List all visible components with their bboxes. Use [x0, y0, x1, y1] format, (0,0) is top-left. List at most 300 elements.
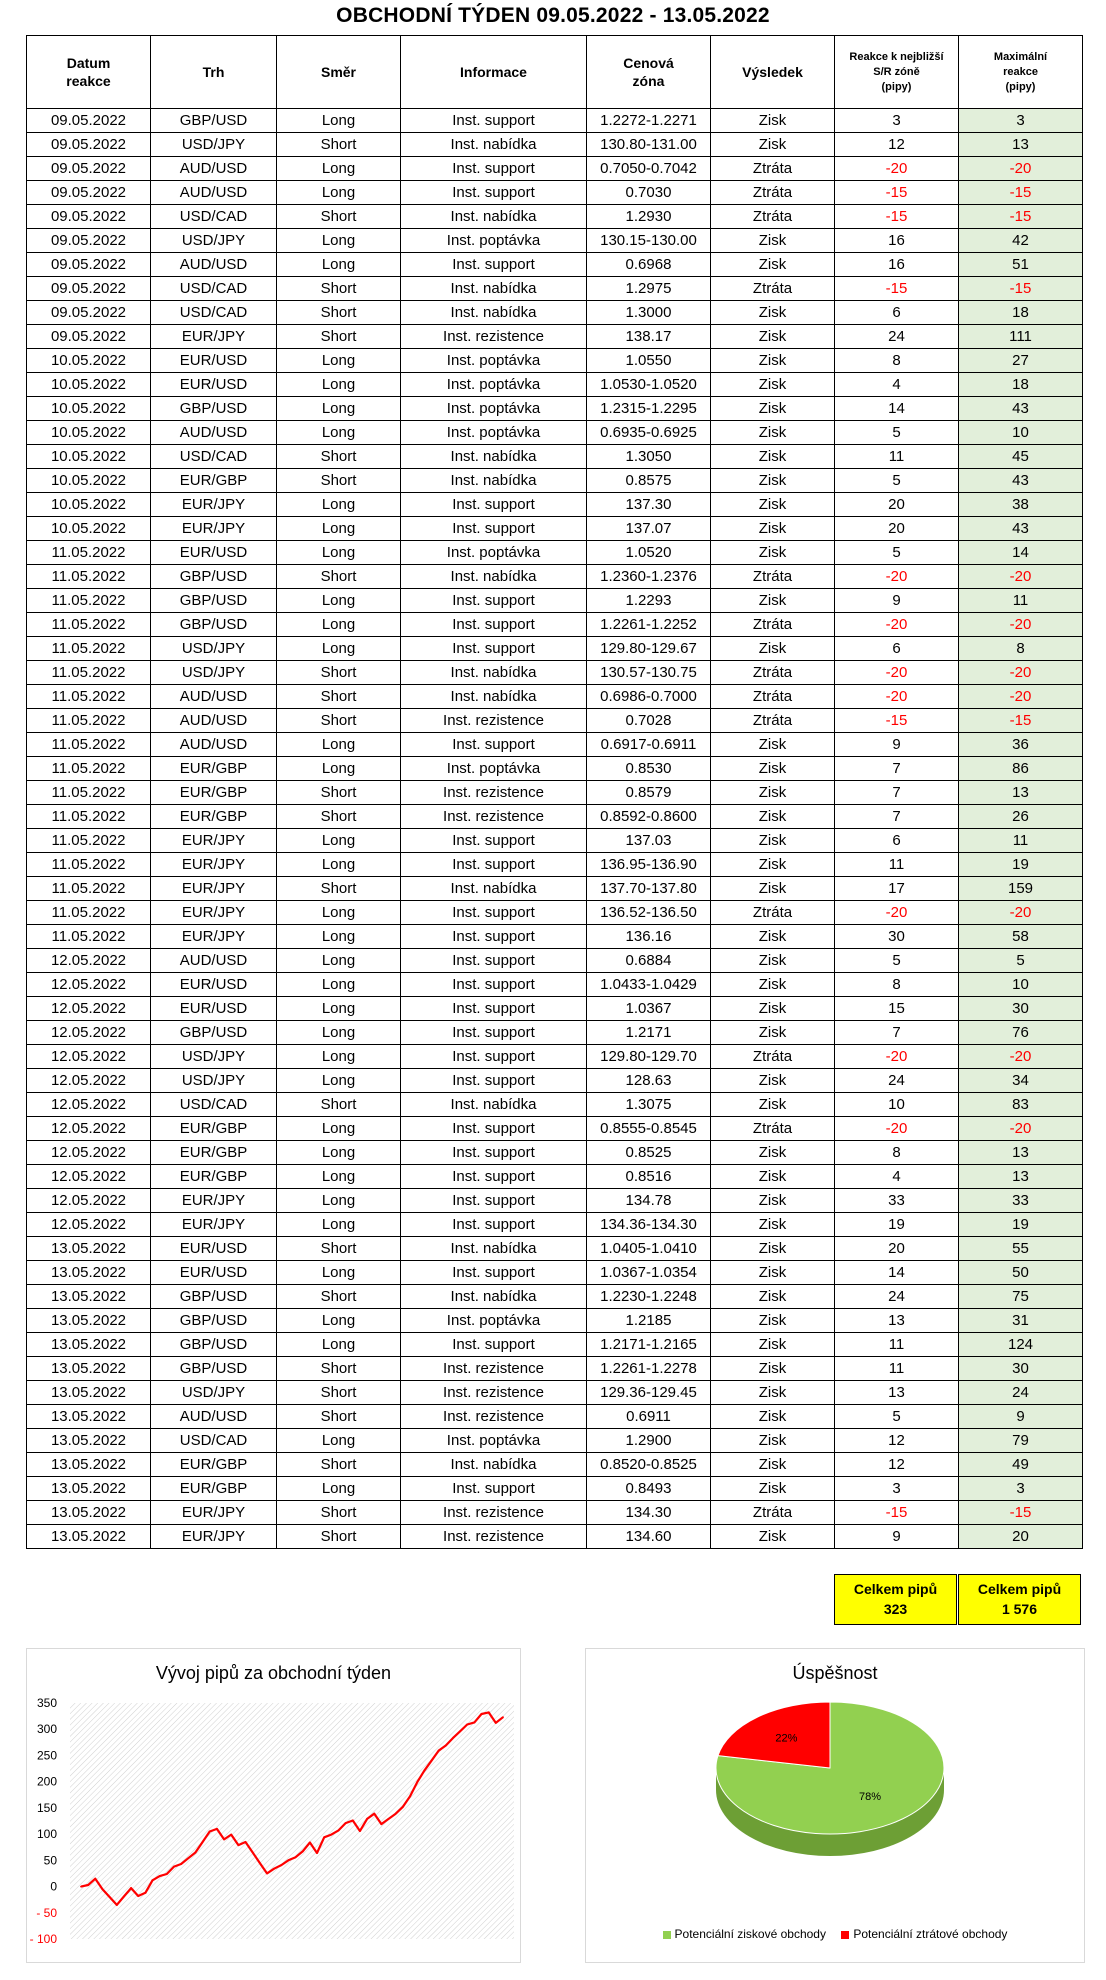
header-reakce — [835, 36, 959, 109]
price-zone-cell: 0.6986-0.7000 — [587, 685, 711, 709]
result-cell: Zisk — [711, 541, 835, 565]
info-cell: Inst. poptávka — [401, 229, 587, 253]
y-tick-label: 100 — [36, 1827, 57, 1842]
result-cell: Zisk — [711, 1189, 835, 1213]
total-max-pips-value: 1 576 — [1001, 1601, 1038, 1617]
table-row — [27, 709, 1083, 733]
reaction-cell: 6 — [835, 829, 959, 853]
market-cell: EUR/JPY — [151, 829, 277, 853]
market-cell: GBP/USD — [151, 397, 277, 421]
table-row — [27, 229, 1083, 253]
direction-cell: Long — [277, 997, 401, 1021]
market-cell: EUR/JPY — [151, 1525, 277, 1549]
table-row — [27, 685, 1083, 709]
result-cell: Zisk — [711, 1477, 835, 1501]
reaction-cell: -15 — [835, 205, 959, 229]
result-cell: Zisk — [711, 997, 835, 1021]
price-zone-cell: 137.03 — [587, 829, 711, 853]
info-cell: Inst. support — [401, 109, 587, 133]
date-cell: 12.05.2022 — [27, 1021, 151, 1045]
line-point — [137, 1895, 139, 1897]
price-zone-cell: 130.15-130.00 — [587, 229, 711, 253]
result-cell: Zisk — [711, 253, 835, 277]
result-cell: Zisk — [711, 1261, 835, 1285]
info-cell: Inst. nabídka — [401, 685, 587, 709]
market-cell: GBP/USD — [151, 1285, 277, 1309]
price-zone-cell: 129.80-129.70 — [587, 1045, 711, 1069]
result-cell: Zisk — [711, 589, 835, 613]
table-row — [27, 1381, 1083, 1405]
date-cell: 11.05.2022 — [27, 613, 151, 637]
line-point — [402, 1806, 404, 1808]
table-row — [27, 853, 1083, 877]
result-cell: Zisk — [711, 1309, 835, 1333]
market-cell: USD/CAD — [151, 277, 277, 301]
table-row — [27, 925, 1083, 949]
market-cell: EUR/GBP — [151, 1117, 277, 1141]
direction-cell: Long — [277, 1117, 401, 1141]
result-cell: Zisk — [711, 517, 835, 541]
result-cell: Zisk — [711, 493, 835, 517]
price-zone-cell: 134.36-134.30 — [587, 1213, 711, 1237]
pie-label-win: 78% — [858, 1791, 882, 1803]
info-cell: Inst. nabídka — [401, 1453, 587, 1477]
max-reaction-cell: 43 — [959, 397, 1083, 421]
max-reaction-cell: 18 — [959, 301, 1083, 325]
result-cell: Zisk — [711, 877, 835, 901]
date-cell: 13.05.2022 — [27, 1237, 151, 1261]
price-zone-cell: 1.2230-1.2248 — [587, 1285, 711, 1309]
table-row — [27, 637, 1083, 661]
info-cell: Inst. poptávka — [401, 349, 587, 373]
result-cell: Zisk — [711, 1237, 835, 1261]
price-zone-cell: 136.95-136.90 — [587, 853, 711, 877]
result-cell: Zisk — [711, 1453, 835, 1477]
price-zone-cell: 1.2185 — [587, 1309, 711, 1333]
line-point — [338, 1830, 340, 1832]
date-cell: 13.05.2022 — [27, 1477, 151, 1501]
max-reaction-cell: 24 — [959, 1381, 1083, 1405]
table-row — [27, 877, 1083, 901]
line-point — [216, 1828, 218, 1830]
line-point — [280, 1864, 282, 1866]
market-cell: EUR/GBP — [151, 469, 277, 493]
info-cell: Inst. rezistence — [401, 1357, 587, 1381]
y-tick-label: 350 — [36, 1696, 57, 1710]
info-cell: Inst. support — [401, 1165, 587, 1189]
direction-cell: Long — [277, 853, 401, 877]
market-cell: USD/JPY — [151, 1381, 277, 1405]
market-cell: EUR/USD — [151, 541, 277, 565]
market-cell: GBP/USD — [151, 1333, 277, 1357]
result-cell: Zisk — [711, 805, 835, 829]
header-vysledek — [711, 36, 835, 109]
reaction-cell: 6 — [835, 301, 959, 325]
info-cell: Inst. support — [401, 517, 587, 541]
line-point — [431, 1760, 433, 1762]
date-cell: 11.05.2022 — [27, 541, 151, 565]
line-point — [130, 1887, 132, 1889]
direction-cell: Long — [277, 541, 401, 565]
reaction-cell: 13 — [835, 1381, 959, 1405]
header-line: (pipy) — [1005, 80, 1036, 93]
table-row — [27, 1045, 1083, 1069]
market-cell: EUR/USD — [151, 1261, 277, 1285]
result-cell: Zisk — [711, 301, 835, 325]
reaction-cell: 3 — [835, 1477, 959, 1501]
table-row — [27, 277, 1083, 301]
reaction-cell: 24 — [835, 1285, 959, 1309]
market-cell: EUR/GBP — [151, 781, 277, 805]
date-cell: 11.05.2022 — [27, 709, 151, 733]
reaction-cell: -20 — [835, 1045, 959, 1069]
price-zone-cell: 0.8493 — [587, 1477, 711, 1501]
result-cell: Ztráta — [711, 181, 835, 205]
reaction-cell: -20 — [835, 565, 959, 589]
market-cell: GBP/USD — [151, 109, 277, 133]
max-reaction-cell: 43 — [959, 469, 1083, 493]
pie-chart — [586, 1649, 1084, 1919]
pie-legend — [586, 1927, 1084, 1941]
table-row — [27, 349, 1083, 373]
reaction-cell: -20 — [835, 613, 959, 637]
info-cell: Inst. poptávka — [401, 373, 587, 397]
line-point — [223, 1839, 225, 1841]
info-cell: Inst. support — [401, 997, 587, 1021]
date-cell: 11.05.2022 — [27, 733, 151, 757]
price-zone-cell: 0.8530 — [587, 757, 711, 781]
price-zone-cell: 1.3000 — [587, 301, 711, 325]
table-row — [27, 829, 1083, 853]
date-cell: 12.05.2022 — [27, 949, 151, 973]
table-row — [27, 949, 1083, 973]
date-cell: 10.05.2022 — [27, 445, 151, 469]
line-point — [302, 1851, 304, 1853]
y-tick-label: - 50 — [36, 1905, 57, 1920]
reaction-cell: -15 — [835, 181, 959, 205]
info-cell: Inst. support — [401, 613, 587, 637]
info-cell: Inst. support — [401, 493, 587, 517]
line-point — [352, 1820, 354, 1822]
line-point — [466, 1724, 468, 1726]
date-cell: 13.05.2022 — [27, 1501, 151, 1525]
reaction-cell: 11 — [835, 1357, 959, 1381]
result-cell: Ztráta — [711, 1045, 835, 1069]
max-reaction-cell: 10 — [959, 421, 1083, 445]
table-row — [27, 205, 1083, 229]
info-cell: Inst. poptávka — [401, 1309, 587, 1333]
table-row — [27, 517, 1083, 541]
reaction-cell: 20 — [835, 493, 959, 517]
reaction-cell: 5 — [835, 469, 959, 493]
table-row — [27, 157, 1083, 181]
line-point — [495, 1722, 497, 1724]
reaction-cell: 13 — [835, 1309, 959, 1333]
max-reaction-cell: -20 — [959, 901, 1083, 925]
reaction-cell: 16 — [835, 229, 959, 253]
price-zone-cell: 0.7050-0.7042 — [587, 157, 711, 181]
date-cell: 09.05.2022 — [27, 325, 151, 349]
market-cell: AUD/USD — [151, 421, 277, 445]
price-zone-cell: 1.2975 — [587, 277, 711, 301]
price-zone-cell: 1.0433-1.0429 — [587, 973, 711, 997]
direction-cell: Long — [277, 373, 401, 397]
info-cell: Inst. poptávka — [401, 757, 587, 781]
info-cell: Inst. rezistence — [401, 1405, 587, 1429]
direction-cell: Short — [277, 1357, 401, 1381]
market-cell: USD/CAD — [151, 205, 277, 229]
table-row — [27, 589, 1083, 613]
table-row — [27, 1165, 1083, 1189]
result-cell: Ztráta — [711, 1117, 835, 1141]
date-cell: 09.05.2022 — [27, 301, 151, 325]
max-reaction-cell: 55 — [959, 1237, 1083, 1261]
price-zone-cell: 129.80-129.67 — [587, 637, 711, 661]
reaction-cell: 30 — [835, 925, 959, 949]
date-cell: 12.05.2022 — [27, 1093, 151, 1117]
result-cell: Zisk — [711, 109, 835, 133]
date-cell: 09.05.2022 — [27, 277, 151, 301]
market-cell: EUR/JPY — [151, 1501, 277, 1525]
max-reaction-cell: 33 — [959, 1189, 1083, 1213]
market-cell: GBP/USD — [151, 589, 277, 613]
line-point — [123, 1896, 125, 1898]
max-reaction-cell: 159 — [959, 877, 1083, 901]
reaction-cell: 5 — [835, 1405, 959, 1429]
y-tick-label: 150 — [36, 1800, 57, 1815]
market-cell: EUR/GBP — [151, 757, 277, 781]
plot-area — [70, 1703, 514, 1939]
table-row — [27, 541, 1083, 565]
info-cell: Inst. support — [401, 973, 587, 997]
result-cell: Zisk — [711, 973, 835, 997]
direction-cell: Short — [277, 709, 401, 733]
table-row — [27, 253, 1083, 277]
direction-cell: Short — [277, 1405, 401, 1429]
price-zone-cell: 136.52-136.50 — [587, 901, 711, 925]
line-point — [273, 1868, 275, 1870]
legend-item-loss — [841, 1927, 1007, 1941]
table-row — [27, 493, 1083, 517]
table-row — [27, 997, 1083, 1021]
direction-cell: Short — [277, 1285, 401, 1309]
line-point — [309, 1842, 311, 1844]
table-row — [27, 1021, 1083, 1045]
date-cell: 09.05.2022 — [27, 109, 151, 133]
date-cell: 11.05.2022 — [27, 565, 151, 589]
result-cell: Ztráta — [711, 565, 835, 589]
date-cell: 10.05.2022 — [27, 397, 151, 421]
market-cell: GBP/USD — [151, 1021, 277, 1045]
table-row — [27, 1429, 1083, 1453]
max-reaction-cell: 18 — [959, 373, 1083, 397]
price-zone-cell: 1.2293 — [587, 589, 711, 613]
market-cell: EUR/USD — [151, 373, 277, 397]
max-reaction-cell: 75 — [959, 1285, 1083, 1309]
max-reaction-cell: 45 — [959, 445, 1083, 469]
line-point — [423, 1770, 425, 1772]
line-point — [345, 1822, 347, 1824]
price-zone-cell: 134.60 — [587, 1525, 711, 1549]
result-cell: Ztráta — [711, 709, 835, 733]
max-reaction-cell: 19 — [959, 1213, 1083, 1237]
table-row — [27, 109, 1083, 133]
reaction-cell: 10 — [835, 1093, 959, 1117]
direction-cell: Long — [277, 1477, 401, 1501]
direction-cell: Long — [277, 181, 401, 205]
line-point — [266, 1873, 268, 1875]
table-row — [27, 1213, 1083, 1237]
date-cell: 09.05.2022 — [27, 157, 151, 181]
market-cell: AUD/USD — [151, 733, 277, 757]
reaction-cell: 12 — [835, 1453, 959, 1477]
direction-cell: Short — [277, 277, 401, 301]
table-row — [27, 421, 1083, 445]
reaction-cell: 6 — [835, 637, 959, 661]
line-chart — [27, 1649, 520, 1962]
table-row — [27, 1141, 1083, 1165]
max-reaction-cell: -20 — [959, 1117, 1083, 1141]
market-cell: USD/CAD — [151, 445, 277, 469]
max-reaction-cell: 19 — [959, 853, 1083, 877]
market-cell: USD/JPY — [151, 229, 277, 253]
market-cell: AUD/USD — [151, 685, 277, 709]
max-reaction-cell: 11 — [959, 589, 1083, 613]
market-cell: EUR/JPY — [151, 1189, 277, 1213]
result-cell: Zisk — [711, 1285, 835, 1309]
table-row — [27, 901, 1083, 925]
market-cell: EUR/USD — [151, 1237, 277, 1261]
reaction-cell: 17 — [835, 877, 959, 901]
y-tick-label: 0 — [50, 1879, 57, 1894]
direction-cell: Short — [277, 469, 401, 493]
result-cell: Zisk — [711, 733, 835, 757]
max-reaction-cell: 79 — [959, 1429, 1083, 1453]
line-point — [366, 1818, 368, 1820]
market-cell: AUD/USD — [151, 181, 277, 205]
direction-cell: Long — [277, 757, 401, 781]
legend-swatch-loss — [841, 1931, 849, 1939]
info-cell: Inst. support — [401, 1189, 587, 1213]
reaction-cell: 24 — [835, 1069, 959, 1093]
line-point — [295, 1856, 297, 1858]
date-cell: 12.05.2022 — [27, 997, 151, 1021]
market-cell: USD/CAD — [151, 1093, 277, 1117]
info-cell: Inst. support — [401, 1045, 587, 1069]
max-reaction-cell: 43 — [959, 517, 1083, 541]
direction-cell: Long — [277, 829, 401, 853]
price-zone-cell: 1.0520 — [587, 541, 711, 565]
direction-cell: Short — [277, 205, 401, 229]
reaction-cell: 20 — [835, 1237, 959, 1261]
date-cell: 12.05.2022 — [27, 1045, 151, 1069]
date-cell: 11.05.2022 — [27, 757, 151, 781]
pie-chart-panel — [585, 1648, 1085, 1963]
market-cell: EUR/JPY — [151, 853, 277, 877]
date-cell: 09.05.2022 — [27, 253, 151, 277]
line-point — [152, 1879, 154, 1881]
line-point — [116, 1904, 118, 1906]
line-chart-title: Vývoj pipů za obchodní týden — [155, 1663, 392, 1683]
result-cell: Zisk — [711, 757, 835, 781]
direction-cell: Long — [277, 397, 401, 421]
info-cell: Inst. nabídka — [401, 133, 587, 157]
table-body — [27, 109, 1083, 1549]
reaction-cell: 8 — [835, 349, 959, 373]
max-reaction-cell: 5 — [959, 949, 1083, 973]
price-zone-cell: 1.0367-1.0354 — [587, 1261, 711, 1285]
pie-chart-title: Úspěšnost — [792, 1663, 878, 1683]
price-zone-cell: 1.2171-1.2165 — [587, 1333, 711, 1357]
info-cell: Inst. poptávka — [401, 541, 587, 565]
date-cell: 09.05.2022 — [27, 133, 151, 157]
line-point — [323, 1836, 325, 1838]
result-cell: Ztráta — [711, 277, 835, 301]
market-cell: EUR/GBP — [151, 1453, 277, 1477]
line-point — [209, 1831, 211, 1833]
table-row — [27, 181, 1083, 205]
info-cell: Inst. nabídka — [401, 445, 587, 469]
table-row — [27, 1189, 1083, 1213]
line-point — [330, 1834, 332, 1836]
table-row — [27, 565, 1083, 589]
date-cell: 11.05.2022 — [27, 805, 151, 829]
info-cell: Inst. nabídka — [401, 1093, 587, 1117]
info-cell: Inst. support — [401, 181, 587, 205]
y-tick-label: 250 — [36, 1748, 57, 1763]
price-zone-cell: 138.17 — [587, 325, 711, 349]
info-cell: Inst. rezistence — [401, 1381, 587, 1405]
result-cell: Zisk — [711, 949, 835, 973]
reaction-cell: -20 — [835, 1117, 959, 1141]
direction-cell: Short — [277, 1381, 401, 1405]
price-zone-cell: 0.7030 — [587, 181, 711, 205]
date-cell: 13.05.2022 — [27, 1453, 151, 1477]
price-zone-cell: 1.0530-1.0520 — [587, 373, 711, 397]
market-cell: EUR/JPY — [151, 517, 277, 541]
max-reaction-cell: 3 — [959, 109, 1083, 133]
max-reaction-cell: -15 — [959, 277, 1083, 301]
market-cell: EUR/JPY — [151, 877, 277, 901]
line-point — [173, 1866, 175, 1868]
result-cell: Ztráta — [711, 901, 835, 925]
date-cell: 10.05.2022 — [27, 373, 151, 397]
direction-cell: Long — [277, 973, 401, 997]
line-point — [109, 1896, 111, 1898]
market-cell: EUR/USD — [151, 973, 277, 997]
price-zone-cell: 137.07 — [587, 517, 711, 541]
max-reaction-cell: 49 — [959, 1453, 1083, 1477]
result-cell: Zisk — [711, 325, 835, 349]
reaction-cell: 14 — [835, 397, 959, 421]
price-zone-cell: 137.30 — [587, 493, 711, 517]
legend-label-loss: Potenciální ztrátové obchody — [853, 1927, 1008, 1941]
reaction-cell: 7 — [835, 757, 959, 781]
result-cell: Zisk — [711, 349, 835, 373]
market-cell: EUR/USD — [151, 349, 277, 373]
max-reaction-cell: 111 — [959, 325, 1083, 349]
reaction-cell: 9 — [835, 1525, 959, 1549]
direction-cell: Long — [277, 613, 401, 637]
result-cell: Ztráta — [711, 661, 835, 685]
market-cell: GBP/USD — [151, 1309, 277, 1333]
table-row — [27, 469, 1083, 493]
max-reaction-cell: -15 — [959, 205, 1083, 229]
header-line: Informace — [460, 64, 527, 80]
date-cell: 12.05.2022 — [27, 1069, 151, 1093]
price-zone-cell: 136.16 — [587, 925, 711, 949]
price-zone-cell: 0.6917-0.6911 — [587, 733, 711, 757]
